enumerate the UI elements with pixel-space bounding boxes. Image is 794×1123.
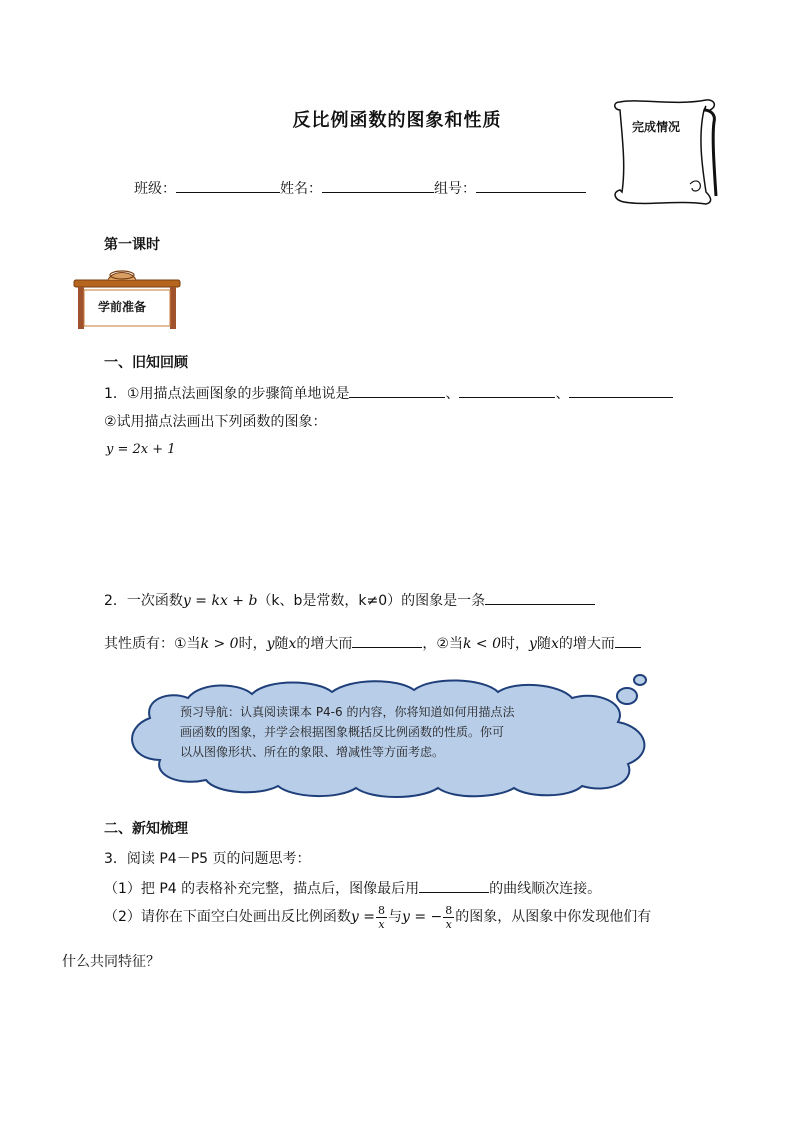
decrease-blank[interactable] [615,633,641,648]
line-type-blank[interactable] [485,590,595,605]
increase-blank[interactable] [352,633,422,648]
section-banner [72,266,182,330]
formula-y-2x-1: y = 2x + 1 [106,442,176,457]
curve-type-blank[interactable] [419,878,489,893]
question-3-part-2-cont: 什么共同特征？ [62,954,160,970]
question-2: 2．一次函数y = kx + b（k、b是常数，k≠0）的图象是一条 [104,590,595,611]
scroll-icon [606,96,724,208]
question-1: 1．①用描点法画图象的步骤简单地说是 、 、 [104,383,673,404]
name-label: 姓名： [280,181,322,197]
question-3-part-1: （1）把 P4 的表格补充完整，描点后，图像最后用 的曲线顺次连接。 [104,878,601,899]
student-info-row [134,178,586,199]
group-field[interactable] [476,178,586,193]
new-knowledge-heading: 二、新知梳理 [104,821,188,837]
question-3: 3．阅读 P4－P5 页的问题思考： [104,851,311,867]
linear-properties: 其性质有：①当k > 0时，y随x的增大而 ，②当k < 0时，y随x的增大而 [104,633,641,654]
fraction-neg-8-over-x: $\frac{8}{x}$ [445,903,453,931]
group-label: 组号： [434,181,476,197]
completion-label: 完成情况 [632,120,681,134]
name-field[interactable] [322,178,434,193]
question-1-sub: ②试用描点法画出下列函数的图象： [104,414,327,430]
completion-scroll-badge [606,96,724,208]
review-heading: 一、旧知回顾 [104,355,188,371]
banner-label: 学前准备 [98,300,147,314]
preview-guide-text: 预习导航：认真阅读课本 P4-6 的内容，你将知道如何用描点法 画函数的图象，并学会根据图象概括反比例函数的性质。你可 以从图像形状、所在的象限、增减性等方面考虑。 [180,705,515,759]
step-blank-3[interactable] [569,383,673,398]
fraction-8-over-x: $\frac{8}{x}$ [378,903,385,931]
step-blank-2[interactable] [459,383,555,398]
question-3-part-2: （2）请你在下面空白处画出反比例函数y = $\frac{8}{x}$ 与y = − $\frac{8}{x}$ 的图象，从图象中你发现他们有 [104,903,652,931]
lesson-heading: 第一课时 [104,237,160,253]
page-title: 反比例函数的图象和性质 [292,110,502,131]
class-label: 班级： [134,181,176,197]
class-field[interactable] [176,178,280,193]
step-blank-1[interactable] [349,383,445,398]
